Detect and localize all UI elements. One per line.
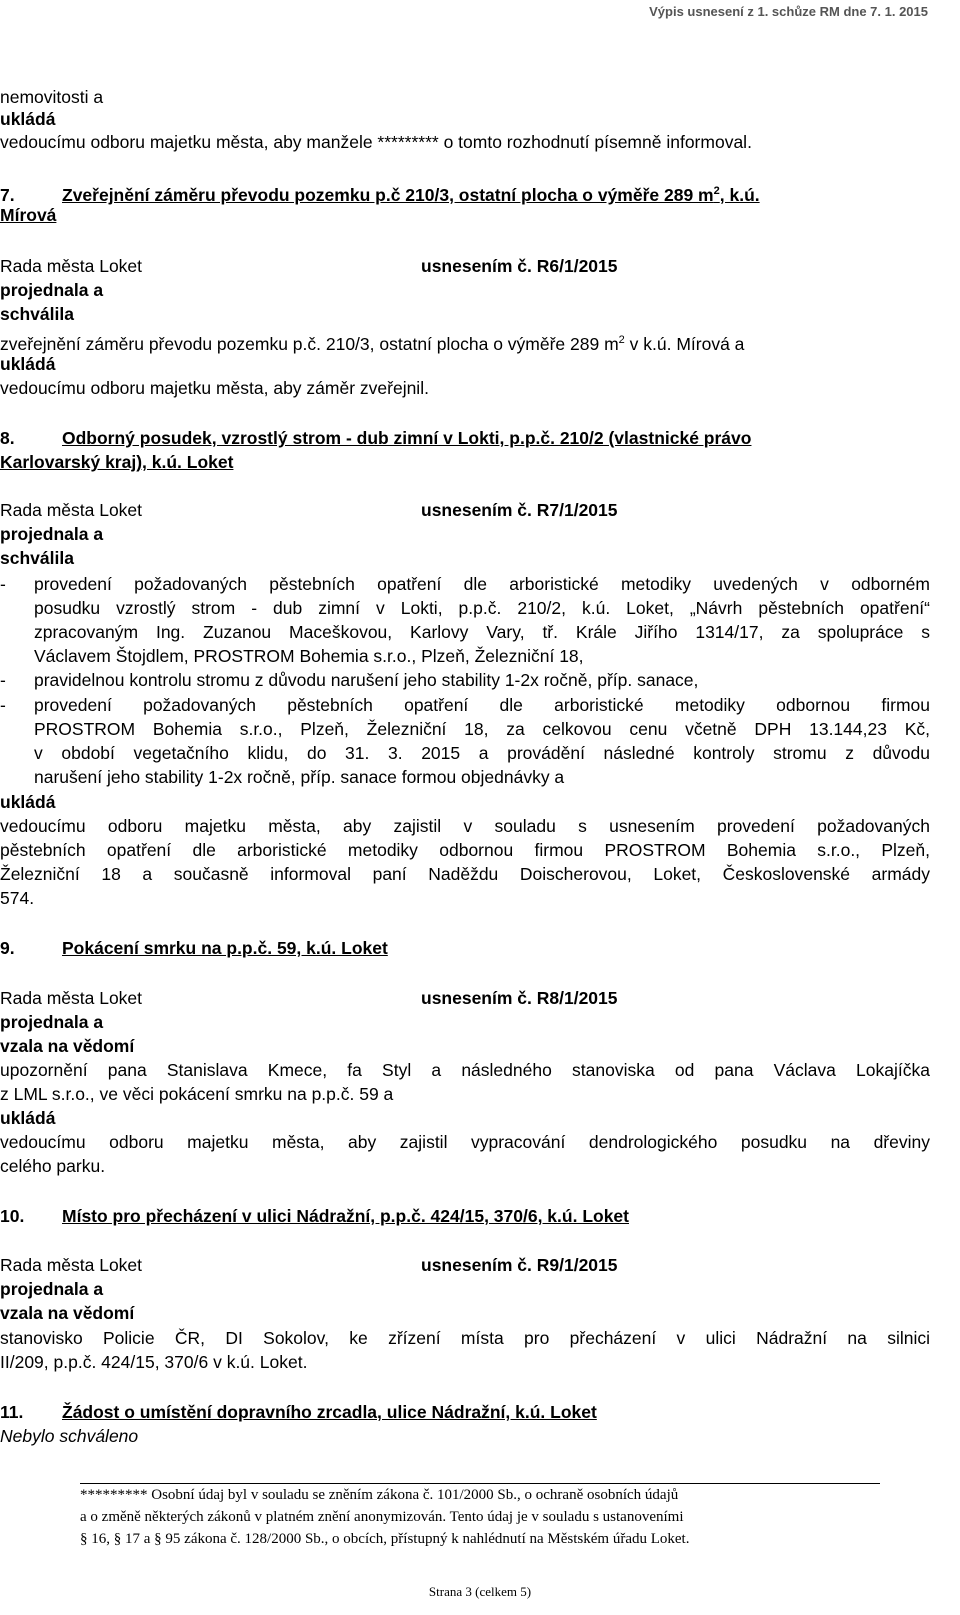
list-item: v období vegetačního klidu, do 31. 3. 2015 a provádění následné kontroly stromu z důvodu [34,743,930,763]
section-number: 10. [0,1206,25,1226]
resolution-verb: projednala a [0,524,104,544]
resolution-number: usnesením č. R6/1/2015 [421,256,618,276]
section-title: Místo pro přecházení v ulici Nádražní, p.p.č. 424/15, 370/6, k.ú. Loket [62,1206,629,1226]
section-number: 11. [0,1402,24,1422]
footnote-line: ********* Osobní údaj byl v souladu se zněním zákona č. 101/2000 Sb., o ochraně osobních údajů [80,1487,679,1503]
council-label: Rada města Loket [0,256,143,276]
council-label: Rada města Loket [0,500,143,520]
bullet-dash: - [0,695,6,715]
section-heading-9 [0,937,388,959]
footnote-line: § 16, § 17 a § 95 zákona č. 128/2000 Sb., o obcích, přístupný k nahlédnutí na Městském úřadu Loket. [80,1531,690,1547]
body-text: vedoucímu odboru majetku města, aby zajistil v souladu s usnesením provedení požadovaných [0,816,930,836]
resolution-verb: ukládá [0,1108,56,1128]
list-item: PROSTROM Bohemia s.r.o., Plzeň, Železniční 18, za celkovou cenu včetně DPH 13.144,23 Kč, [34,719,930,739]
body-text [0,329,744,355]
list-item: zpracovaným Ing. Zuzanou Maceškovou, Karlovy Vary, tř. Krále Jiřího 1314/17, za spolupráce s [34,622,930,642]
section-number: 9. [0,938,15,958]
body-text: stanovisko Policie ČR, DI Sokolov, ke zřízení místa pro přecházení v ulici Nádražní na silnici [0,1328,930,1348]
section-title: Zveřejnění záměru převodu pozemku p.č 210/3, ostatní plocha o výměře 289 m [62,184,714,205]
status-text: Nebylo schváleno [0,1426,139,1446]
resolution-verb: vzala na vědomí [0,1036,135,1056]
resolution-verb: schválila [0,304,74,324]
section-title-tail: , k.ú. [719,184,760,205]
text-part: v k.ú. Mírová a [624,333,745,354]
section-title: Žádost o umístění dopravního zrcadla, ulice Nádražní, k.ú. Loket [62,1402,597,1422]
body-text: vedoucímu odboru majetku města, aby zajistil vypracování dendrologického posudku na dřeviny [0,1132,930,1152]
section-number: 7. [0,184,15,205]
list-item: provedení požadovaných pěstebních opatření dle arboristické metodiky odbornou firmou [34,695,930,715]
section-number: 8. [0,428,15,448]
resolution-verb: ukládá [0,109,56,129]
body-text: pěstebních opatření dle arboristické metodiky odbornou firmou PROSTROM Bohemia s.r.o., Plzeň, [0,840,930,860]
page-number: Strana 3 (celkem 5) [428,1584,532,1599]
resolution-verb: projednala a [0,280,104,300]
resolution-verb: vzala na vědomí [0,1303,135,1323]
body-text: 574. [0,888,35,908]
section-title-cont: Mírová [0,205,57,225]
body-text: vedoucímu odboru majetku města, aby záměr zveřejnil. [0,378,429,398]
resolution-number: usnesením č. R8/1/2015 [421,988,618,1008]
section-heading-7 [0,180,760,206]
council-label: Rada města Loket [0,1255,143,1275]
section-title: Pokácení smrku na p.p.č. 59, k.ú. Loket [62,938,388,958]
resolution-number: usnesením č. R7/1/2015 [421,500,618,520]
superscript: 2 [713,185,720,197]
body-text: upozornění pana Stanislava Kmece, fa Styl a následného stanoviska od pana Václava Lokajíčka [0,1060,930,1080]
resolution-verb: projednala a [0,1012,104,1032]
body-text: II/209, p.p.č. 424/15, 370/6 v k.ú. Loket. [0,1352,308,1372]
list-item: narušení jeho stability 1-2x ročně, příp. sanace formou objednávky a [34,767,565,787]
section-heading-8 [0,427,751,449]
body-text: z LML s.r.o., ve věci pokácení smrku na p.p.č. 59 a [0,1084,394,1104]
body-text: nemovitosti a [0,87,104,107]
section-title: Odborný posudek, vzrostlý strom - dub zimní v Lokti, p.p.č. 210/2 (vlastnické právo [62,428,752,448]
section-heading-10 [0,1205,629,1227]
list-item: provedení požadovaných pěstebních opatření dle arboristické metodiky uvedených v odborném [34,574,930,594]
text-part: zveřejnění záměru převodu pozemku p.č. 210/3, ostatní plocha o výměře 289 m [0,333,619,354]
list-item: pravidelnou kontrolu stromu z důvodu narušení jeho stability 1-2x ročně, příp. sanace, [34,670,699,690]
resolution-verb: projednala a [0,1279,104,1299]
page-header: Výpis usnesení z 1. schůze RM dne 7. 1. 2015 [649,4,928,19]
resolution-number: usnesením č. R9/1/2015 [421,1255,618,1275]
resolution-verb: schválila [0,548,74,568]
council-label: Rada města Loket [0,988,143,1008]
footnote-line: a o změně některých zákonů v platném znění anonymizován. Tento údaj je v souladu s ustanoveními [80,1509,684,1525]
bullet-dash: - [0,574,6,594]
superscript: 2 [618,334,625,346]
section-title-cont: Karlovarský kraj), k.ú. Loket [0,452,234,472]
resolution-verb: ukládá [0,792,56,812]
resolution-verb: ukládá [0,354,56,374]
bullet-dash: - [0,670,6,690]
list-item: Václavem Štojdlem, PROSTROM Bohemia s.r.o., Plzeň, Železniční 18, [34,646,584,666]
list-item: posudku vzrostlý strom - dub zimní v Lokti, p.p.č. 210/2, k.ú. Loket, „Návrh pěstebních opatření“ [34,598,930,618]
body-text: vedoucímu odboru majetku města, aby manžele ********* o tomto rozhodnutí písemně informoval. [0,132,752,152]
body-text: Železniční 18 a současně informoval paní Naděždu Doischerovou, Loket, Československé armády [0,864,930,884]
body-text: celého parku. [0,1156,106,1176]
section-heading-11 [0,1401,597,1423]
